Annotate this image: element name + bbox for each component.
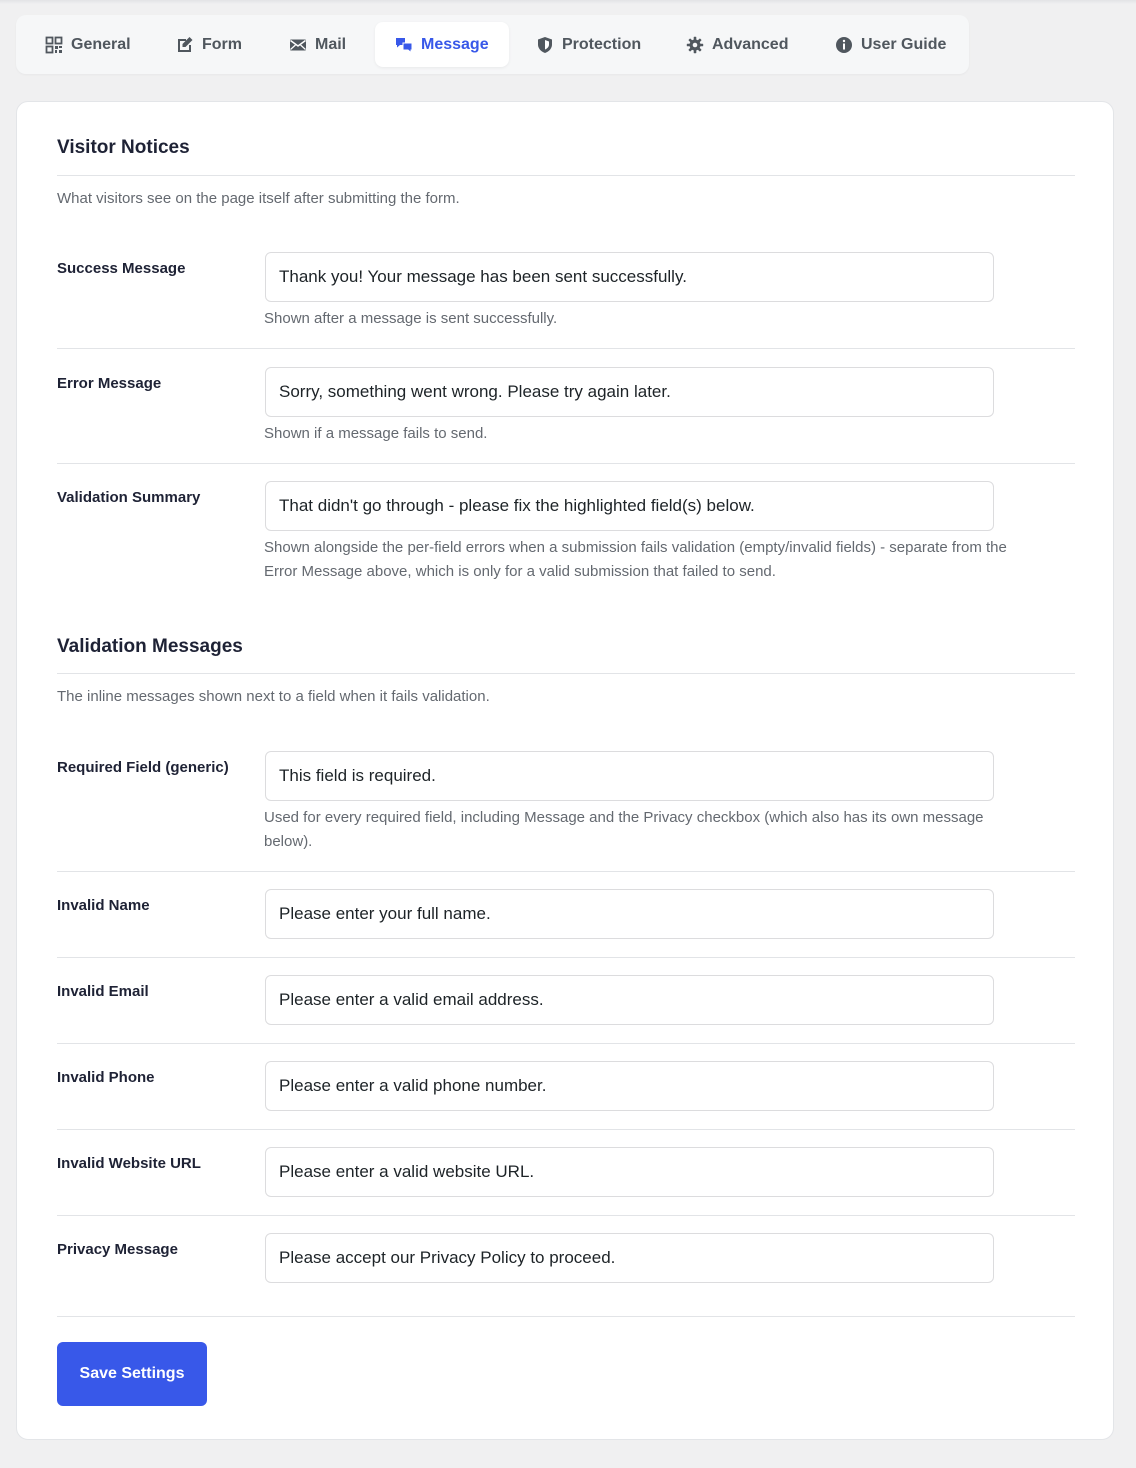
required-field-input[interactable] (265, 751, 994, 801)
invalid-email-input[interactable] (265, 975, 994, 1025)
section-description: The inline messages shown next to a field when it fails validation. (57, 688, 490, 705)
required-field-help: Used for every required field, including Message and the Privacy checkbox (which also has its own message below). (264, 809, 984, 850)
error-message-label: Error Message (57, 375, 162, 392)
invalid-name-input[interactable] (265, 889, 994, 939)
divider (57, 673, 1075, 674)
error-message-input[interactable] (265, 367, 994, 417)
invalid-phone-label: Invalid Phone (57, 1069, 155, 1086)
invalid-url-input[interactable] (265, 1147, 994, 1197)
tab-label: Message (421, 35, 489, 53)
envelope-icon (288, 35, 308, 55)
divider (57, 175, 1075, 176)
tab-advanced[interactable] (685, 22, 788, 67)
section-description: What visitors see on the page itself after submitting the form. (57, 190, 460, 207)
divider (57, 463, 1075, 464)
success-message-input[interactable] (265, 252, 994, 302)
tab-label: Advanced (712, 35, 789, 53)
invalid-email-label: Invalid Email (57, 983, 149, 1000)
chat-bubbles-icon (394, 35, 414, 55)
settings-card (16, 101, 1114, 1440)
tab-mail[interactable] (288, 22, 346, 67)
top-shadow (0, 0, 1136, 4)
section-title-visitor-notices: Visitor Notices (57, 137, 190, 158)
tab-protection[interactable] (535, 22, 641, 67)
validation-summary-help: Shown alongside the per-field errors when a submission fails validation (empty/invalid fields) - separate from the Error Message above, which is only for a valid submission that failed to send. (264, 539, 1007, 580)
success-message-label: Success Message (57, 260, 186, 277)
validation-summary-input[interactable] (265, 481, 994, 531)
divider (57, 1215, 1075, 1216)
validation-summary-label: Validation Summary (57, 489, 201, 506)
grid-icon (44, 35, 64, 55)
tab-message[interactable] (375, 22, 509, 67)
divider (57, 1129, 1075, 1130)
privacy-message-input[interactable] (265, 1233, 994, 1283)
divider (57, 957, 1075, 958)
invalid-name-label: Invalid Name (57, 897, 150, 914)
divider (57, 348, 1075, 349)
tab-general[interactable] (44, 22, 131, 67)
tab-label: Protection (562, 35, 642, 53)
edit-icon (175, 35, 195, 55)
required-field-label: Required Field (generic) (57, 759, 229, 776)
tab-label: Form (202, 35, 242, 53)
info-icon (834, 35, 854, 55)
tab-form[interactable] (175, 22, 242, 67)
invalid-url-label: Invalid Website URL (57, 1155, 201, 1172)
error-message-help: Shown if a message fails to send. (264, 425, 488, 442)
divider (57, 1043, 1075, 1044)
section-title-validation-messages: Validation Messages (57, 636, 243, 657)
divider (57, 1316, 1075, 1317)
save-settings-button[interactable]: Save Settings (57, 1342, 207, 1406)
settings-tab-bar (16, 15, 969, 74)
tab-label: Mail (315, 35, 347, 53)
success-message-help: Shown after a message is sent successfully. (264, 310, 558, 327)
privacy-message-label: Privacy Message (57, 1241, 178, 1258)
gear-icon (685, 35, 705, 55)
tab-label: General (71, 35, 131, 53)
shield-icon (535, 35, 555, 55)
divider (57, 871, 1075, 872)
tab-user-guide[interactable] (834, 22, 946, 67)
tab-label: User Guide (861, 35, 947, 53)
invalid-phone-input[interactable] (265, 1061, 994, 1111)
